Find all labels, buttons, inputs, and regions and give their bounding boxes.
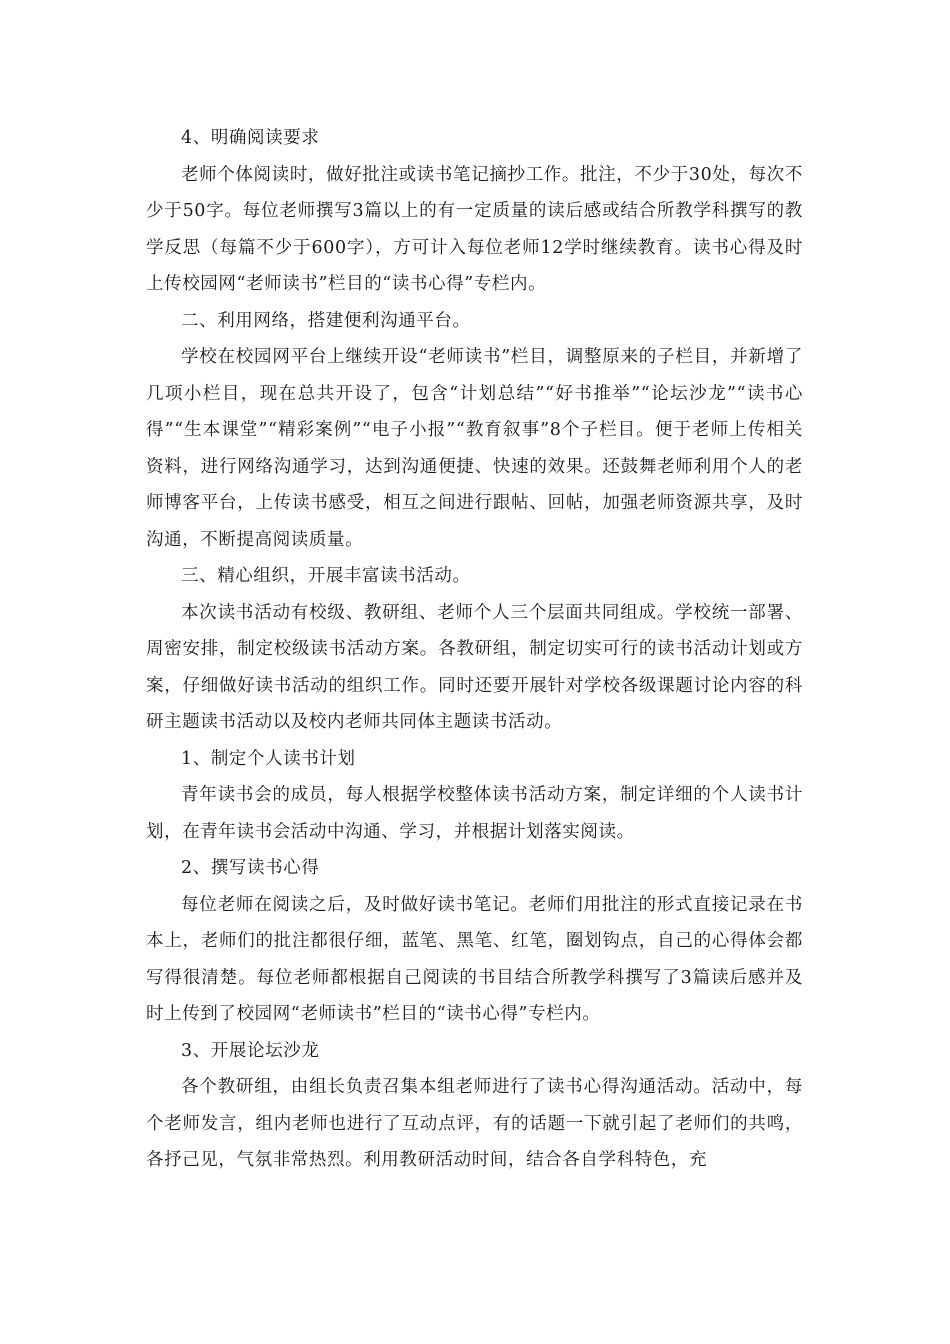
paragraph-forum-salon: 各个教研组，由组长负责召集本组老师进行了读书心得沟通活动。活动中，每个老师发言，组内老师也进行了互动点评，有的话题一下就引起了老师们的共鸣，各抒己见，气氛非常热烈。利用教研活动时间，结合各自学科特色，充 <box>146 1077 803 1170</box>
heading-forum-salon: 3、开展论坛沙龙 <box>181 1040 320 1061</box>
paragraph-personal-plan: 青年读书会的成员，每人根据学校整体读书活动方案，制定详细的个人读书计划，在青年读书会活动中沟通、学习，并根据计划落实阅读。 <box>146 785 803 842</box>
paragraph-network-platform: 学校在校园网平台上继续开设“老师读书”栏目，调整原来的子栏目，并新增了几项小栏目，现在总共开设了，包含“计划总结”“好书推举”“论坛沙龙”“读书心得”“生本课堂”“精彩案例”“电子小报”“教育叙事”8个子栏目。便于老师上传相关资料，进行网络沟通学习，达到沟通便捷、快速的效果。还鼓舞老师利用个人的老师博客平台，上传读书感受，相互之间进行跟帖、回帖，加强老师资源共享，及时沟通，不断提高阅读质量。 <box>146 347 803 550</box>
heading-network-platform: 二、利用网络，搭建便利沟通平台。 <box>181 310 471 331</box>
paragraph-reading-notes: 每位老师在阅读之后，及时做好读书笔记。老师们用批注的形式直接记录在书本上，老师们的批注都很仔细，蓝笔、黑笔、红笔，圈划钩点，自己的心得体会都写得很清楚。每位老师都根据自己阅读的书目结合所教学科撰写了3篇读后感并及时上传到了校园网“老师读书”栏目的“读书心得”专栏内。 <box>146 894 803 1024</box>
heading-reading-notes: 2、撰写读书心得 <box>181 858 320 878</box>
heading-reading-requirements: 4、明确阅读要求 <box>181 128 320 148</box>
document-body <box>146 120 803 1179</box>
heading-reading-activities: 三、精心组织，开展丰富读书活动。 <box>181 566 471 586</box>
paragraph-reading-requirements: 老师个体阅读时，做好批注或读书笔记摘抄工作。批注，不少于30处，每次不少于50字。每位老师撰写3篇以上的有一定质量的读后感或结合所教学科撰写的教学反思（每篇不少于600字），方可计入每位老师12学时继续教育。读书心得及时上传校园网“老师读书”栏目的“读书心得”专栏内。 <box>146 164 803 294</box>
paragraph-reading-activities: 本次读书活动有校级、教研组、老师个人三个层面共同组成。学校统一部署、周密安排，制定校级读书活动方案。各教研组，制定切实可行的读书活动计划或方案，仔细做好读书活动的组织工作。同时还要开展针对学校各级课题讨论内容的科研主题读书活动以及校内老师共同体主题读书活动。 <box>146 602 803 732</box>
heading-personal-plan: 1、制定个人读书计划 <box>181 748 356 769</box>
